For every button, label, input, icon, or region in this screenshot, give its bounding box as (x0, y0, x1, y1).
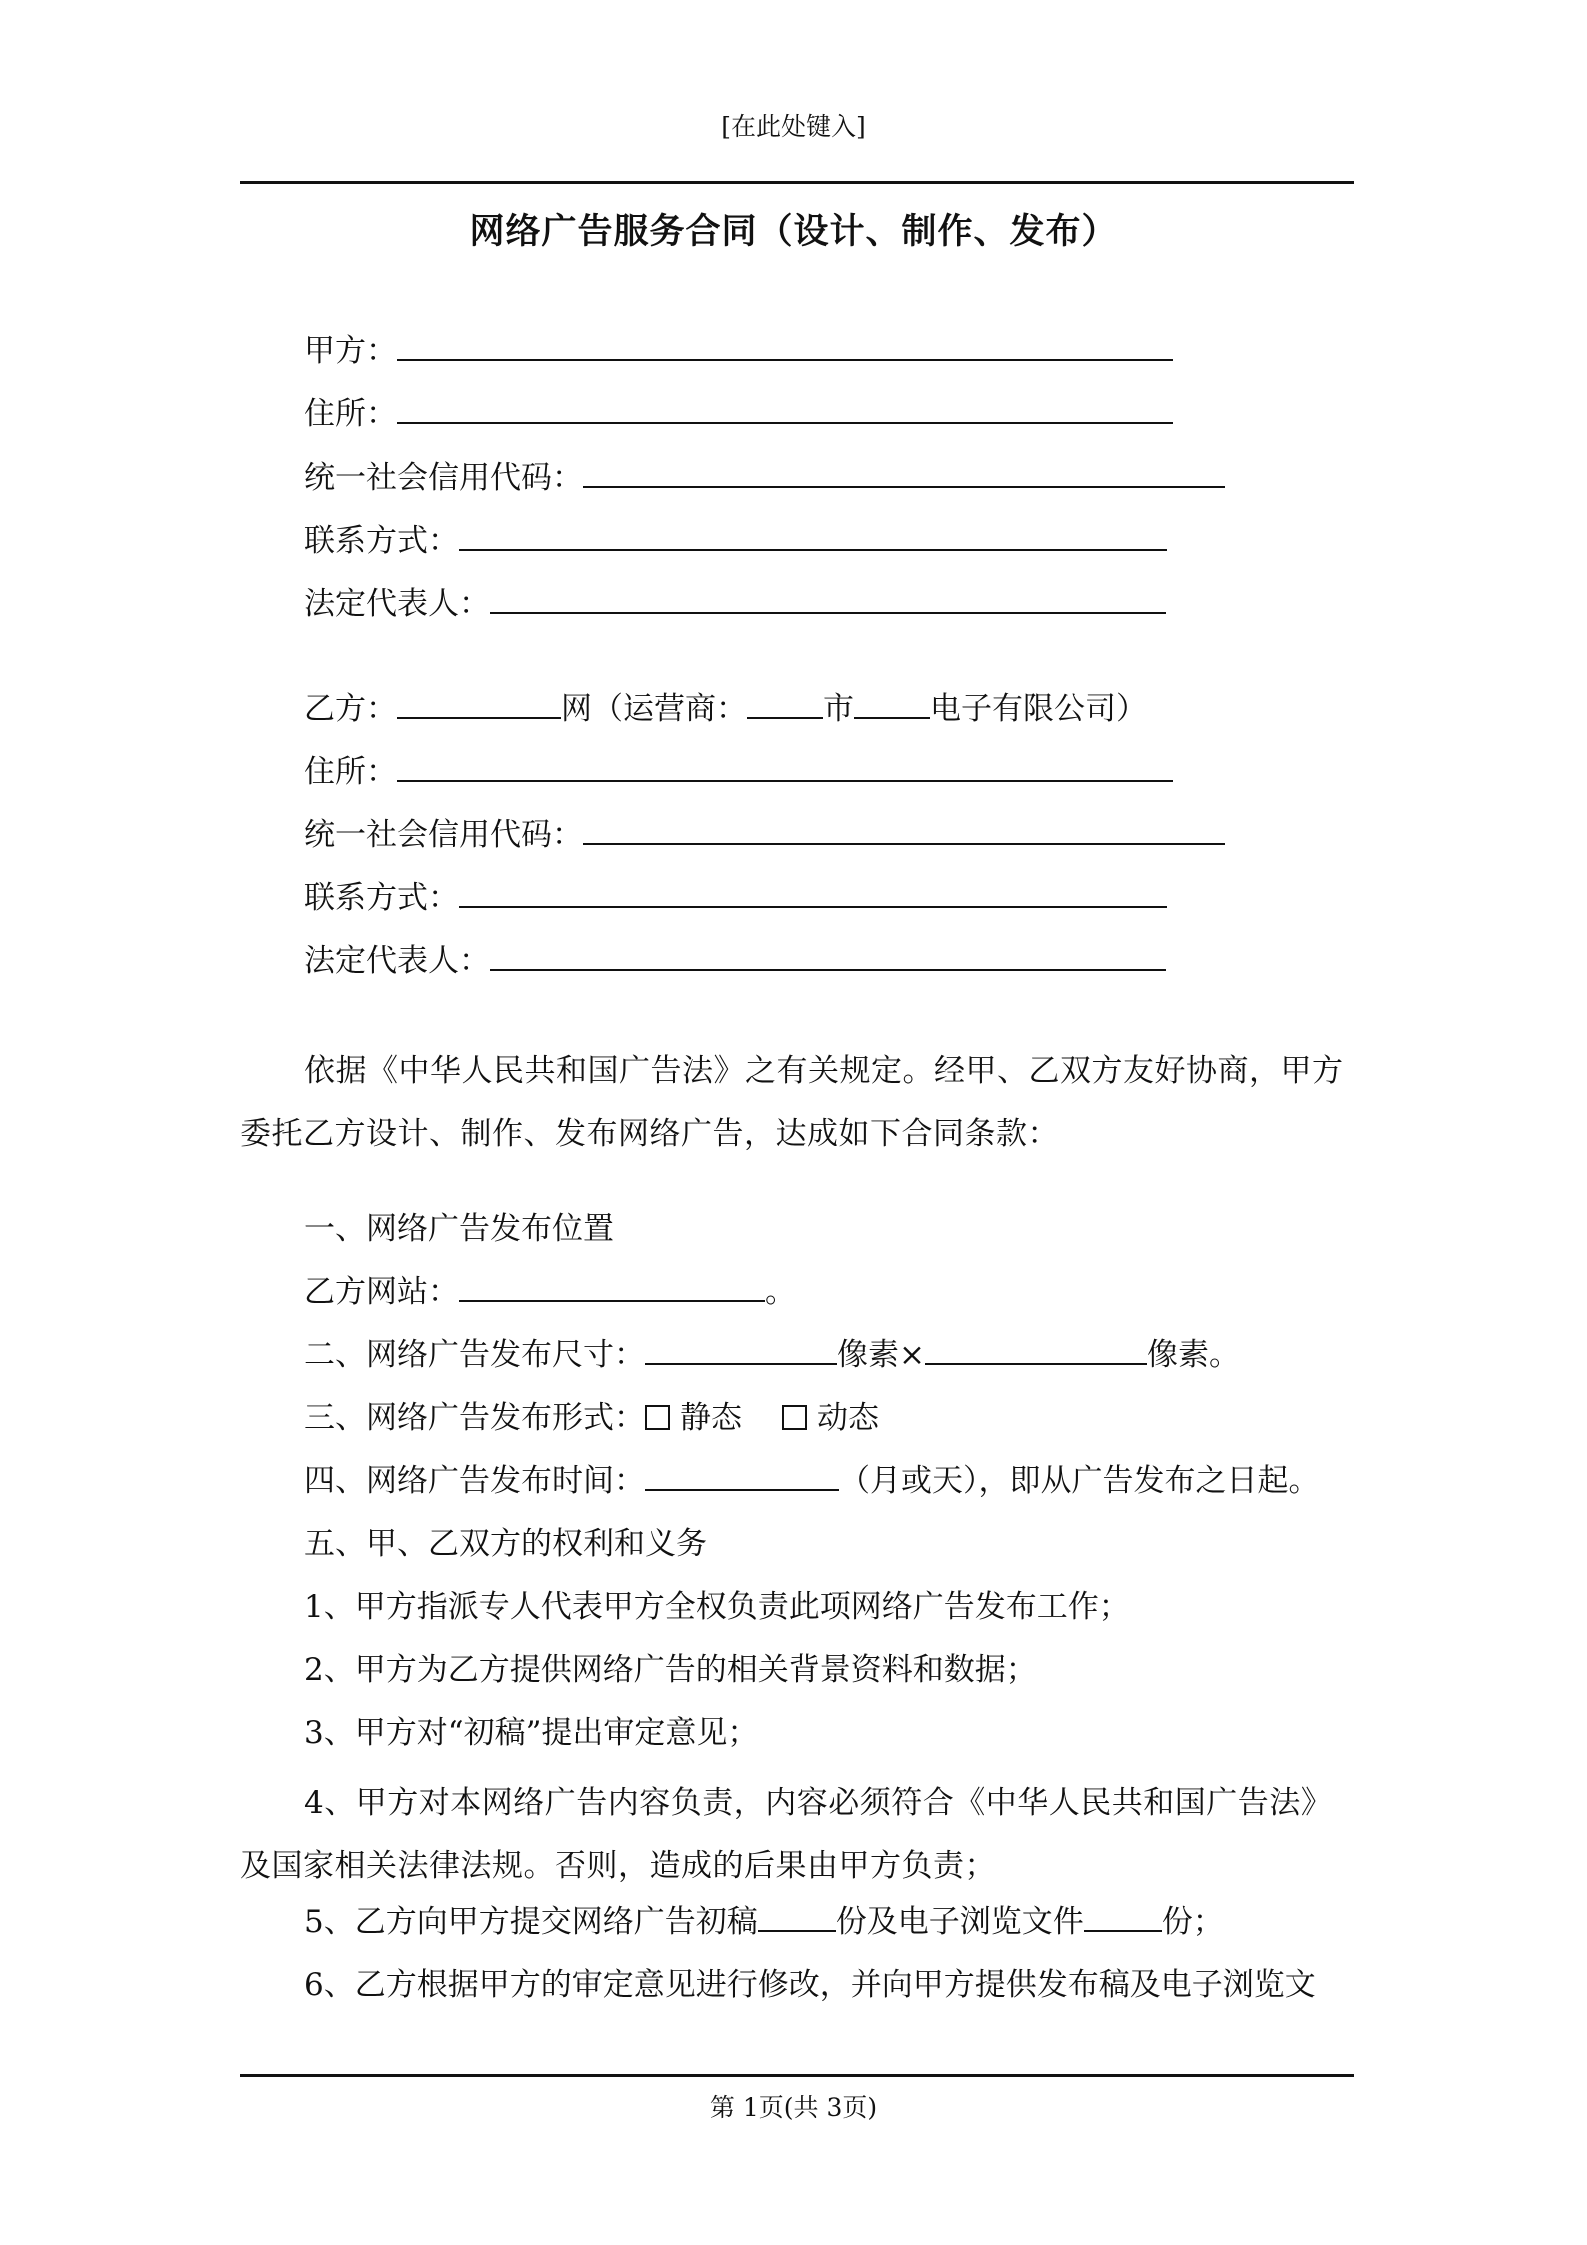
party-b-address-blank[interactable] (397, 750, 1173, 782)
clause-2-pixels-times: 像素× (837, 1337, 925, 1373)
party-b-representative-blank[interactable] (490, 939, 1166, 971)
party-b-city-blank[interactable] (747, 687, 823, 719)
clause-1-site-blank[interactable] (459, 1270, 765, 1302)
party-b-site-blank[interactable] (397, 687, 561, 719)
clause-5-item-5 (304, 1898, 1418, 1946)
item-5-text-b: 份及电子浏览文件 (835, 1904, 1084, 1940)
clause-1-site-label: 乙方网站： (304, 1274, 459, 1310)
party-b-contact-label: 联系方式： (304, 880, 459, 916)
item-5-text-a: 5、乙方向甲方提交网络广告初稿 (304, 1904, 758, 1940)
clause-2-pixels-end: 像素。 (1146, 1337, 1240, 1373)
clause-4-duration-blank[interactable] (645, 1459, 839, 1491)
party-a-credit-code-blank[interactable] (583, 456, 1225, 488)
page-header: [在此处键入] (721, 112, 866, 141)
clause-5-item-2: 2、甲方为乙方提供网络广告的相关背景资料和数据； (304, 1652, 1037, 1688)
clause-5-title: 五、甲、乙双方的权利和义务 (304, 1526, 707, 1562)
party-b-representative-row (304, 937, 1418, 985)
clause-5-item-1: 1、甲方指派专人代表甲方全权负责此项网络广告发布工作； (304, 1589, 1130, 1625)
party-b-company-blank[interactable] (854, 687, 930, 719)
party-a-representative-row (304, 580, 1418, 628)
party-b-company-text: 电子有限公司） (930, 691, 1147, 727)
page-number: 第 1页(共 3页) (709, 2093, 878, 2122)
item-5-file-count-blank[interactable] (1084, 1900, 1162, 1932)
party-b-city-text: 市 (823, 691, 854, 727)
party-a-credit-row (304, 454, 1418, 502)
header-rule (240, 181, 1354, 184)
clause-3-label: 三、网络广告发布形式： (304, 1400, 645, 1436)
party-a-representative-label: 法定代表人： (304, 586, 490, 622)
clause-4-label: 四、网络广告发布时间： (304, 1463, 645, 1499)
document-title: 网络广告服务合同（设计、制作、发布） (469, 211, 1118, 252)
clause-2-width-blank[interactable] (645, 1333, 837, 1365)
party-b-name-suffix: 网（运营商： (561, 691, 747, 727)
party-b-contact-blank[interactable] (459, 876, 1167, 908)
static-checkbox[interactable] (645, 1405, 670, 1430)
clause-4-row (304, 1457, 1418, 1505)
party-a-address-blank[interactable] (397, 392, 1173, 424)
party-b-name-label: 乙方： (304, 691, 397, 727)
dynamic-checkbox[interactable] (782, 1405, 807, 1430)
footer-rule (240, 2074, 1354, 2077)
clause-3-row (304, 1394, 1418, 1442)
static-option-label: 静态 (680, 1400, 742, 1436)
party-a-name-blank[interactable] (397, 329, 1173, 361)
party-a-address-row (304, 390, 1418, 438)
clause-1-title: 一、网络广告发布位置 (304, 1211, 614, 1247)
preamble-paragraph: 依据《中华人民共和国广告法》之有关规定。经甲、乙双方友好协商，甲方委托乙方设计、制作、发布网络广告，达成如下合同条款： (240, 1053, 1344, 1152)
clause-5-item-4: 4、甲方对本网络广告内容负责，内容必须符合《中华人民共和国广告法》及国家相关法律法规。否则，造成的后果由甲方负责； (240, 1785, 1333, 1884)
party-b-name-row (304, 685, 1418, 733)
clause-2-label: 二、网络广告发布尺寸： (304, 1337, 645, 1373)
party-b-credit-row (304, 811, 1418, 859)
party-a-contact-label: 联系方式： (304, 523, 459, 559)
party-a-name-row (304, 327, 1418, 375)
party-a-contact-blank[interactable] (459, 519, 1167, 551)
party-a-name-label: 甲方： (304, 333, 397, 369)
clause-4-suffix: （月或天），即从广告发布之日起。 (839, 1463, 1320, 1499)
clause-1-site-end: 。 (765, 1274, 796, 1310)
clause-2-height-blank[interactable] (925, 1333, 1147, 1365)
party-b-address-row (304, 748, 1418, 796)
clause-1-site-row (304, 1268, 1418, 1316)
party-a-credit-code-label: 统一社会信用代码： (304, 460, 583, 496)
party-a-address-label: 住所： (304, 396, 397, 432)
party-b-credit-code-label: 统一社会信用代码： (304, 817, 583, 853)
item-5-draft-count-blank[interactable] (758, 1900, 836, 1932)
item-5-text-c: 份； (1161, 1904, 1224, 1940)
party-b-address-label: 住所： (304, 754, 397, 790)
party-b-representative-label: 法定代表人： (304, 943, 490, 979)
dynamic-option-label: 动态 (817, 1400, 879, 1436)
clause-5-item-3: 3、甲方对“初稿”提出审定意见； (304, 1715, 759, 1751)
party-a-representative-blank[interactable] (490, 582, 1166, 614)
party-b-contact-row (304, 874, 1418, 922)
clause-5-item-6: 6、乙方根据甲方的审定意见进行修改，并向甲方提供发布稿及电子浏览文 (304, 1967, 1316, 2003)
party-a-contact-row (304, 517, 1418, 565)
party-b-credit-code-blank[interactable] (583, 813, 1225, 845)
clause-2-row (304, 1331, 1418, 1379)
